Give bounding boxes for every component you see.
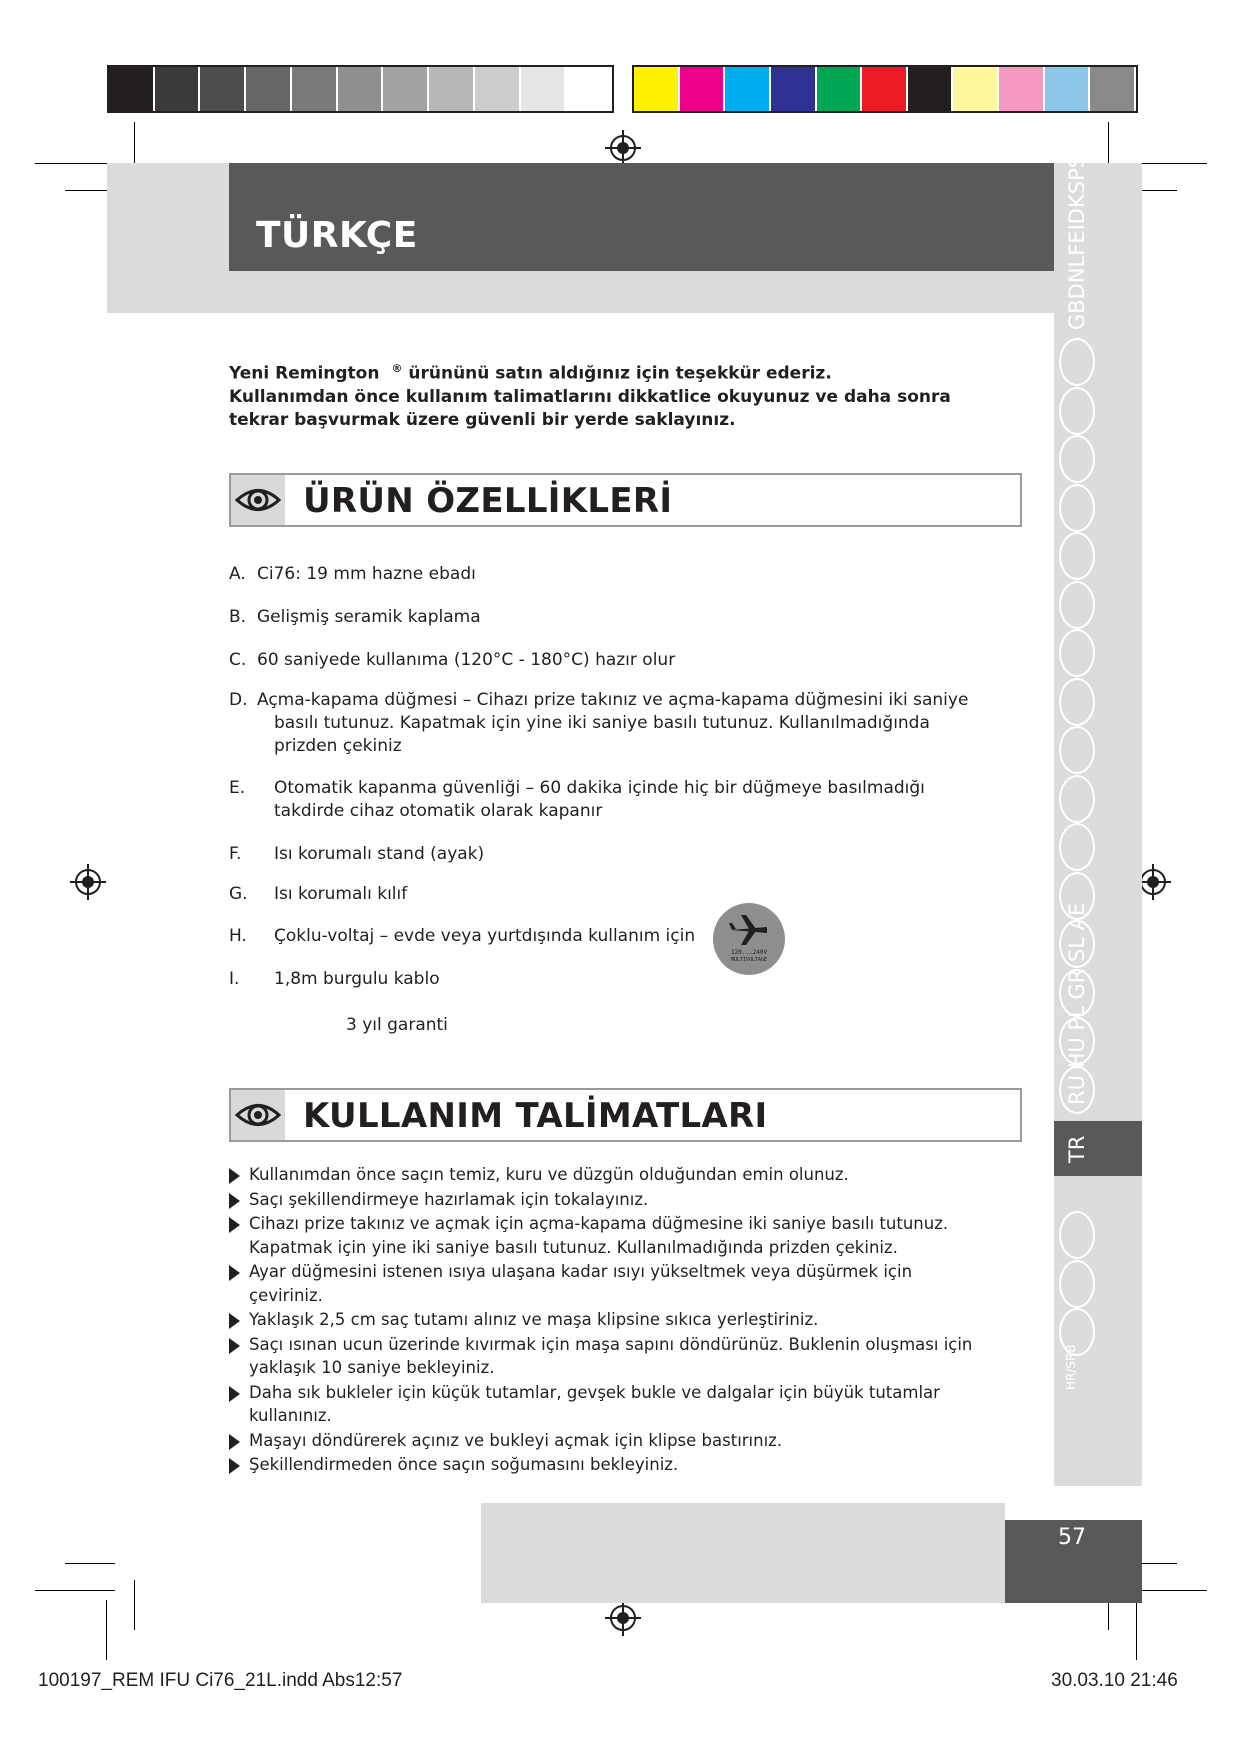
color-swatch — [566, 67, 610, 111]
crop-mark — [106, 1600, 107, 1660]
language-circle-marker — [1059, 1260, 1095, 1308]
footer-band — [481, 1503, 1005, 1603]
badge-voltage: 120...240V — [730, 949, 768, 956]
color-swatch — [383, 67, 427, 111]
color-swatch — [953, 67, 997, 111]
language-circle-marker — [1059, 678, 1095, 726]
active-language-label: TR — [1065, 1135, 1089, 1163]
usage-section-title: KULLANIM TALİMATLARI — [303, 1096, 768, 1136]
multivoltage-badge — [713, 903, 785, 975]
color-swatch — [999, 67, 1043, 111]
page-number: 57 — [1058, 1525, 1086, 1550]
badge-label: MULTIVOLTAGE — [730, 957, 768, 963]
language-circle-marker — [1059, 387, 1095, 435]
airplane-icon — [729, 913, 769, 947]
usage-item: Cihazı prize takınız ve açmak için açma-kapama düğmesine iki saniye basılı tutunuz. Kapatmak için yine iki saniye basılı tutunuz. Kullanılmadığında prizden çekiniz. — [229, 1212, 989, 1259]
language-circle-marker — [1059, 581, 1095, 629]
usage-item: Saçı ısınan ucun üzerinde kıvırmak için maşa sapını döndürünüz. Buklenin oluşması için yaklaşık 10 saniye bekleyiniz. — [229, 1333, 989, 1380]
color-swatch — [680, 67, 724, 111]
eye-icon — [231, 1090, 285, 1140]
usage-item: Daha sık bukleler için küçük tutamlar, gevşek bukle ve dalgalar için büyük tutamlar kullanınız. — [229, 1381, 989, 1428]
footer-date: 30.03.10 21:46 — [1051, 1670, 1178, 1691]
usage-item: Yaklaşık 2,5 cm saç tutamı alınız ve maşa klipsine sıkıca yerleştiriniz. — [229, 1308, 989, 1332]
sidebar-language-codes-bottom: HR/SRB — [1064, 1344, 1078, 1390]
process-color-bar — [632, 65, 1138, 113]
bullet-arrow-icon — [229, 1338, 240, 1354]
language-circle-marker — [1059, 823, 1095, 871]
color-swatch — [475, 67, 519, 111]
language-circle-marker — [1059, 1066, 1095, 1114]
features-section-header — [229, 473, 1022, 527]
warranty-text: 3 yıl garanti — [346, 1015, 448, 1035]
color-swatch — [155, 67, 199, 111]
color-swatch — [908, 67, 952, 111]
usage-item: Saçı şekillendirmeye hazırlamak için tokalayınız. — [229, 1188, 989, 1212]
bullet-arrow-icon — [229, 1434, 240, 1450]
color-swatch — [1045, 67, 1089, 111]
language-circle-marker — [1059, 726, 1095, 774]
color-swatch — [771, 67, 815, 111]
sidebar-language-codes-mid: RU HU PL GR SL AE — [1065, 902, 1089, 1105]
language-circle-marker — [1059, 435, 1095, 483]
page-title: TÜRKÇE — [256, 215, 418, 256]
color-swatch — [338, 67, 382, 111]
crop-mark — [35, 163, 115, 164]
color-swatch — [200, 67, 244, 111]
eye-icon-box — [231, 475, 285, 525]
color-swatch — [862, 67, 906, 111]
language-circle-marker — [1059, 1211, 1095, 1259]
language-circle-marker — [1059, 532, 1095, 580]
intro-text: Yeni Remington ® ürününü satın aldığınız için teşekkür ederiz. Kullanımdan önce kullanım talimatlarını dikkatlice okuyunuz ve daha sonra tekrar başvurmak üzere güvenli bir yerde saklayınız. — [229, 362, 951, 430]
language-circle-marker — [1059, 629, 1095, 677]
usage-item: Kullanımdan önce saçın temiz, kuru ve düzgün olduğundan emin olunuz. — [229, 1163, 989, 1187]
usage-section-header — [229, 1088, 1022, 1142]
language-circle-marker — [1059, 920, 1095, 968]
color-swatch — [725, 67, 769, 111]
bullet-arrow-icon — [229, 1313, 240, 1329]
color-swatch — [429, 67, 473, 111]
usage-list — [229, 1163, 989, 1478]
crop-mark — [35, 1590, 115, 1591]
color-swatch — [246, 67, 290, 111]
registration-mark-icon — [603, 1598, 643, 1638]
gray-color-bar — [107, 65, 614, 113]
eye-icon — [231, 475, 285, 525]
language-circle-marker — [1059, 1017, 1095, 1065]
bullet-arrow-icon — [229, 1265, 240, 1281]
sidebar-language-codes-top: GBDNLFEIDKSPSKCZ — [1065, 113, 1089, 330]
bullet-arrow-icon — [229, 1458, 240, 1474]
color-swatch — [292, 67, 336, 111]
usage-item: Ayar düğmesini istenen ısıya ulaşana kadar ısıyı yükseltmek veya düşürmek için çeviriniz. — [229, 1260, 989, 1307]
usage-item: Maşayı döndürerek açınız ve bukleyi açmak için klipse bastırınız. — [229, 1429, 989, 1453]
registration-mark-icon — [603, 128, 643, 168]
bullet-arrow-icon — [229, 1386, 240, 1402]
color-swatch — [817, 67, 861, 111]
language-circle-marker — [1059, 1308, 1095, 1356]
footer-file-info: 100197_REM IFU Ci76_21L.indd Abs12:57 — [38, 1670, 403, 1691]
registered-mark: ® — [391, 362, 403, 375]
color-swatch — [1090, 67, 1134, 111]
crop-mark — [134, 1580, 135, 1630]
brand-name: Yeni Remington — [229, 363, 380, 384]
bullet-arrow-icon — [229, 1168, 240, 1184]
usage-item: Şekillendirmeden önce saçın soğumasını bekleyiniz. — [229, 1453, 989, 1477]
registration-mark-icon — [68, 862, 108, 902]
language-circle-marker — [1059, 338, 1095, 386]
language-circle-marker — [1059, 872, 1095, 920]
bullet-arrow-icon — [229, 1193, 240, 1209]
language-circle-marker — [1059, 775, 1095, 823]
language-circle-marker — [1059, 484, 1095, 532]
crop-mark — [1136, 1600, 1137, 1660]
bullet-arrow-icon — [229, 1217, 240, 1233]
color-swatch — [109, 67, 153, 111]
color-swatch — [521, 67, 565, 111]
features-section-title: ÜRÜN ÖZELLİKLERİ — [303, 481, 673, 521]
crop-mark — [65, 1563, 115, 1564]
language-circle-marker — [1059, 969, 1095, 1017]
color-swatch — [634, 67, 678, 111]
eye-icon-box — [231, 1090, 285, 1140]
